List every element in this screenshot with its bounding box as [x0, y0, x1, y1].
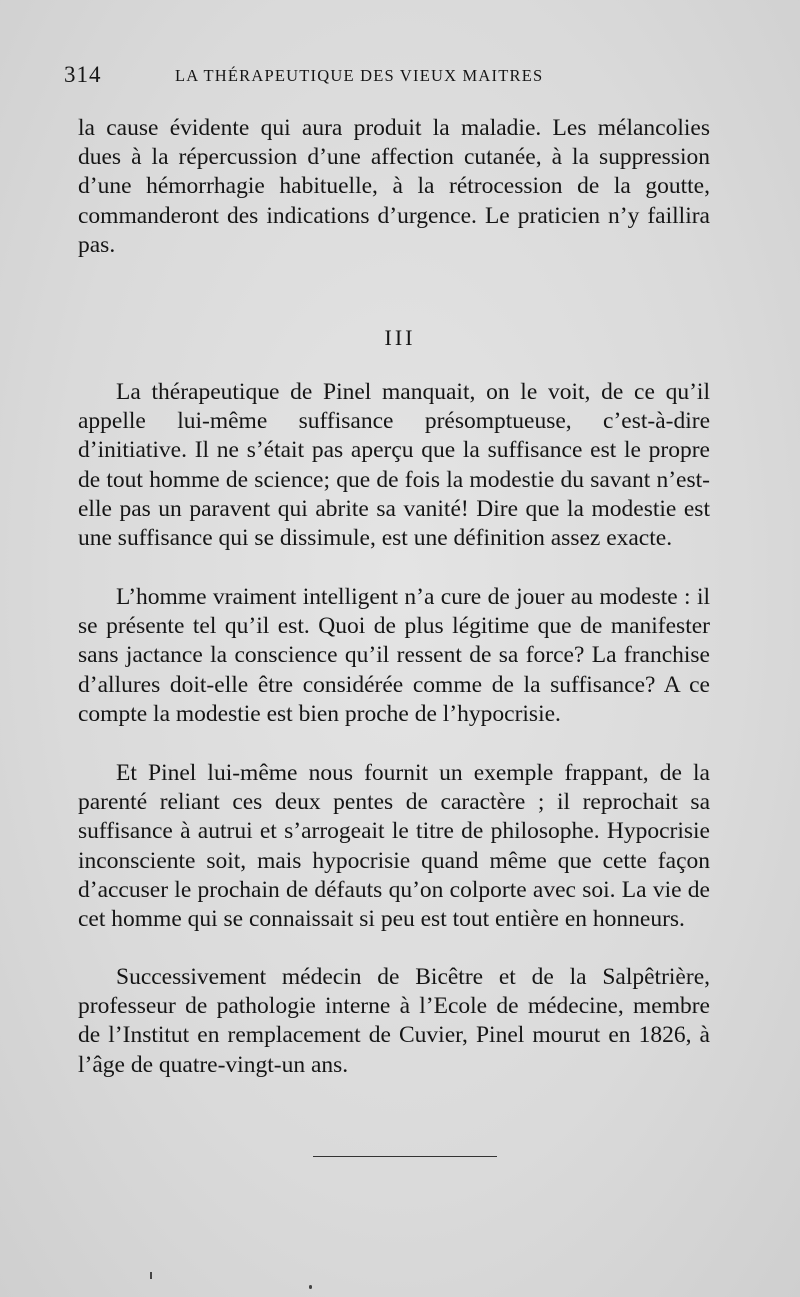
print-speck	[150, 1272, 152, 1279]
paragraph-continued: la cause évidente qui aura produit la maladie. Les mélancolies dues à la répercussion d’une affection cutanée, à la suppression d’une hémorrhagie habituelle, à la rétrocession de la goutte, commanderont des indications d’urgence. Le praticien n’y faillira pas.	[78, 115, 710, 258]
print-speck	[309, 1285, 312, 1289]
page-number: 314	[64, 62, 102, 87]
paragraph: La thérapeutique de Pinel manquait, on le voit, de ce qu’il appelle lui-même suffisance présomptueuse, c’est-à-dire d’initiative. Il ne s’était pas aperçu que la suffisance est le propre de tout homme de science; que de fois la modestie du savant n’est-elle pas un paravent qui abrite sa vanité! Dire que la modestie est une suffisance qui se dissimule, est une définition assez exacte.	[78, 379, 710, 552]
section-heading: III	[384, 325, 416, 350]
paragraph: L’homme vraiment intelligent n’a cure de jouer au modeste : il se présente tel qu’il est. Quoi de plus légitime que de manifester sans jactance la conscience qu’il ressent de sa force? La franchise d’allures doit-elle être considérée comme de la suffisance? A ce compte la modestie est bien proche de l’hypocrisie.	[78, 584, 710, 727]
paragraph: Successivement médecin de Bicêtre et de la Salpêtrière, professeur de pathologie interne à l’Ecole de médecine, membre de l’Institut en remplacement de Cuvier, Pinel mourut en 1826, à l’âge de quatre-vingt-un ans.	[78, 964, 710, 1078]
page-header	[64, 62, 714, 88]
running-title: LA THÉRAPEUTIQUE DES VIEUX MAITRES	[175, 66, 544, 85]
end-of-chapter-rule	[313, 1156, 497, 1157]
paragraph: Et Pinel lui-même nous fournit un exemple frappant, de la parenté reliant ces deux pentes de caractère ; il reprochait sa suffisance à autrui et s’arrogeait le titre de philosophe. Hypocrisie inconsciente soit, mais hypocrisie quand même que cette façon d’accuser le prochain de défauts qu’on colporte avec soi. La vie de cet homme qui se connaissait si peu est tout entière en honneurs.	[78, 760, 710, 933]
